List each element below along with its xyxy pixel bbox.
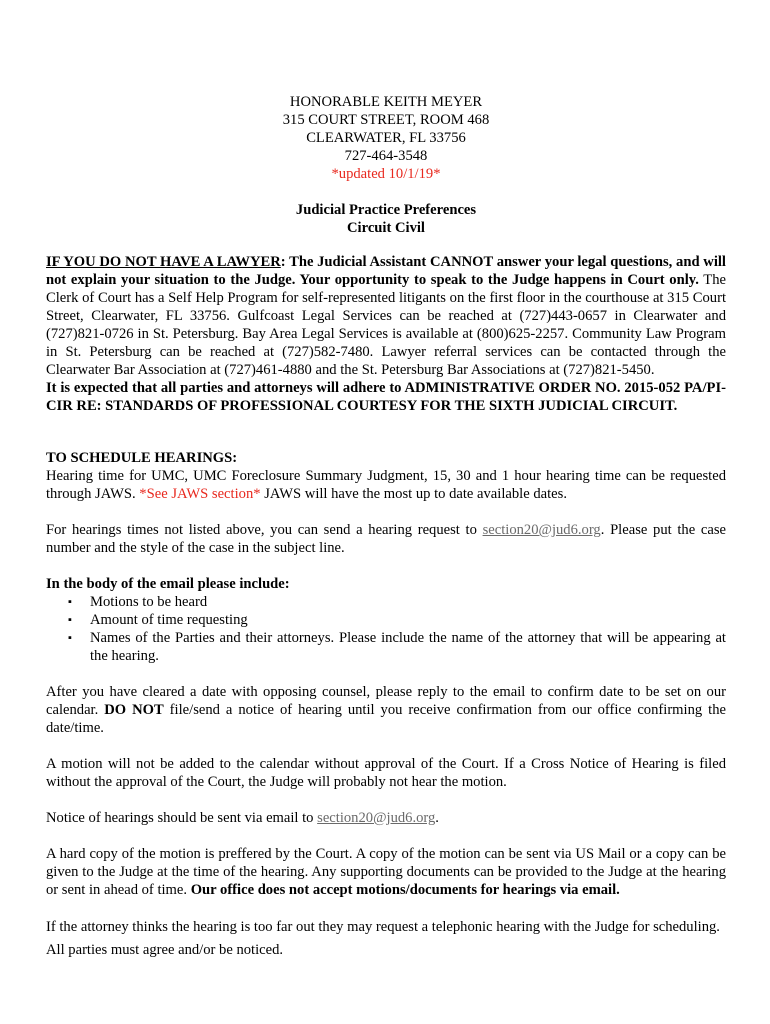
list-item: ▪ Amount of time requesting bbox=[68, 612, 248, 628]
list-item: ▪ Motions to be heard bbox=[68, 594, 208, 610]
updated-date: *updated 10/1/19* bbox=[331, 166, 441, 182]
document-title-block bbox=[46, 201, 726, 237]
no-lawyer-paragraph bbox=[46, 253, 726, 379]
jaws-section-note: *See JAWS section* bbox=[139, 486, 261, 502]
motion-approval-paragraph: A motion will not be added to the calendar without approval of the Court. If a Cross Notice of Hearing is filed without the approval of the Court, the Judge will probably not hear the motion. bbox=[46, 756, 726, 790]
telephonic-hearing-paragraph: If the attorney thinks the hearing is too far out they may request a telephonic hearing with the Judge for scheduling. All parties must agree and/or be noticed. bbox=[46, 919, 720, 958]
list-item: ▪ Names of the Parties and their attorneys. Please include the name of the attorney that will be appearing at the hearing. bbox=[68, 630, 726, 664]
judge-phone: 727-464-3548 bbox=[344, 148, 428, 164]
jaws-text-2: JAWS will have the most up to date available dates. bbox=[260, 486, 567, 502]
judge-name: HONORABLE KEITH MEYER bbox=[289, 94, 483, 110]
hard-copy-paragraph: A hard copy of the motion is preffered by the Court. A copy of the motion can be sent via US Mail or a copy can be given to the Judge at the time of the hearing. Any supporting documents can be provided to the Judge at the hearing or sent in ahead of time. Our office does not accept motions/documents for hearings via email. bbox=[46, 846, 726, 898]
judge-street: 315 COURT STREET, ROOM 468 bbox=[282, 112, 490, 128]
section20-email-link[interactable]: section20@jud6.org bbox=[482, 522, 601, 538]
hearing-request-paragraph bbox=[46, 521, 726, 557]
hearing-request-text: For hearings times not listed above, you can send a hearing request to bbox=[46, 522, 483, 538]
notice-email-paragraph: Notice of hearings should be sent via email to section20@jud6.org. bbox=[46, 810, 439, 826]
no-lawyer-warning: : The Judicial Assistant CANNOT answer your legal questions, and will not explain your situation to the Judge. Your opportunity to speak to the Judge happens in Court only. bbox=[46, 254, 726, 288]
schedule-heading: TO SCHEDULE HEARINGS: bbox=[46, 450, 238, 466]
judge-header bbox=[46, 93, 726, 183]
do-not-emphasis: DO NOT bbox=[104, 702, 164, 718]
professional-courtesy-notice: It is expected that all parties and attorneys will adhere to ADMINISTRATIVE ORDER NO. 2015-052 PA/PI-CIR RE: STANDARDS OF PROFESSIONAL COURTESY FOR THE SIXTH JUDICIAL CIRCUIT. bbox=[46, 380, 726, 414]
bullet-icon: ▪ bbox=[68, 614, 72, 626]
document-page bbox=[46, 93, 726, 962]
jaws-paragraph bbox=[46, 467, 726, 503]
notice-email-link[interactable]: section20@jud6.org bbox=[317, 810, 436, 826]
bullet-icon: ▪ bbox=[68, 632, 72, 644]
no-lawyer-heading: IF YOU DO NOT HAVE A LAWYER bbox=[46, 254, 281, 270]
email-body-list bbox=[46, 593, 726, 665]
judge-city: CLEARWATER, FL 33756 bbox=[306, 130, 466, 146]
hearing-request-subject: . Please put the case number and the style of the case in the subject line. bbox=[46, 522, 726, 556]
document-title: Judicial Practice Preferences bbox=[295, 202, 477, 218]
confirm-date-paragraph: After you have cleared a date with opposing counsel, please reply to the email to confirm date to be set on our calendar. DO NOT file/send a notice of hearing until you receive confirmation from our office confirming the date/time. bbox=[46, 684, 726, 736]
jaws-text-1: Hearing time for UMC, UMC Foreclosure Summary Judgment, 15, 30 and 1 hour hearing time can be requested through JAWS. bbox=[46, 468, 726, 502]
email-body-heading: In the body of the email please include: bbox=[46, 576, 290, 592]
document-subtitle: Circuit Civil bbox=[347, 220, 425, 236]
no-email-motions-notice: Our office does not accept motions/documents for hearings via email. bbox=[190, 882, 620, 898]
bullet-icon: ▪ bbox=[68, 596, 72, 608]
no-lawyer-resources: The Clerk of Court has a Self Help Program for self-represented litigants on the first floor in the courthouse at 315 Court Street, Clearwater, FL 33756. Gulfcoast Legal Services can be reached at (727)443-0657 in Clearwater and (727)821-0726 in St. Petersburg. Bay Area Legal Services is available at (800)625-2257. Community Law Program in St. Petersburg can be reached at (727)582-7480. Lawyer referral services can be contacted through the Clearwater Bar Association at (727)461-4880 and the St. Petersburg Bar Associations at (727)821-5450. bbox=[46, 272, 726, 378]
